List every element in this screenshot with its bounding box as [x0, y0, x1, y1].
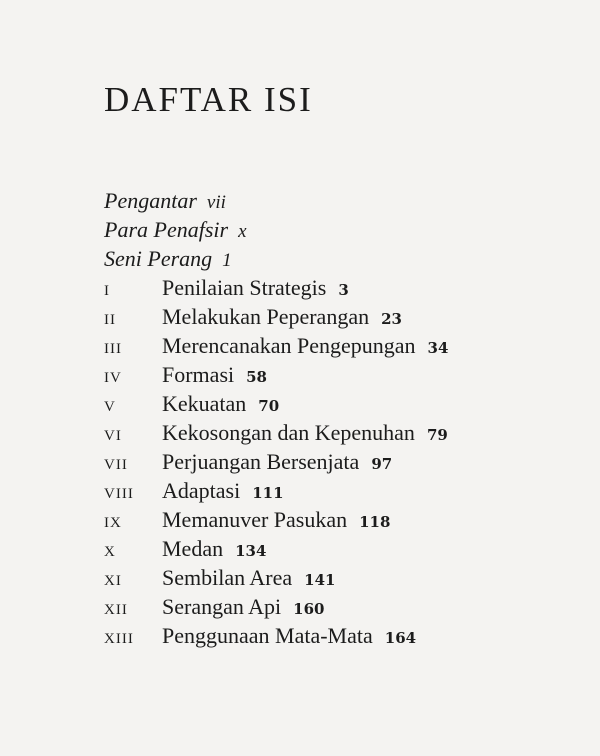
chapter-title: Adaptasi — [162, 478, 241, 503]
chapter-page: 3 — [338, 281, 349, 299]
chapter-page: 23 — [381, 310, 402, 328]
chapter-number: V — [104, 399, 116, 415]
chapter-page: 164 — [384, 629, 417, 647]
chapter-entry — [104, 534, 574, 563]
chapter-entry — [104, 592, 574, 621]
chapter-number: XII — [104, 602, 128, 618]
chapter-title: Perjuangan Bersenjata — [162, 449, 360, 474]
chapter-number: IV — [104, 370, 122, 386]
chapter-title: Kekosongan dan Kepenuhan — [162, 420, 415, 445]
chapter-number: III — [104, 341, 122, 357]
chapter-entry — [104, 273, 574, 302]
front-matter-page: 1 — [222, 250, 232, 271]
chapter-page: 34 — [427, 339, 449, 357]
chapter-entry — [104, 418, 574, 447]
chapter-title: Penggunaan Mata-Mata — [162, 623, 373, 648]
front-matter-title: Seni Perang — [104, 246, 213, 271]
chapter-entry — [104, 331, 574, 360]
chapter-title: Melakukan Peperangan — [162, 304, 370, 329]
front-matter-page: x — [238, 221, 247, 242]
front-matter-item — [104, 215, 574, 244]
chapter-title: Serangan Api — [162, 594, 282, 619]
chapter-title: Sembilan Area — [162, 565, 293, 590]
chapter-number: VII — [104, 457, 128, 473]
chapter-entry — [104, 302, 574, 331]
front-matter-item — [104, 186, 574, 215]
chapter-page: 141 — [304, 571, 336, 589]
front-matter-title: Para Penafsir — [104, 217, 229, 242]
table-of-contents — [104, 186, 574, 650]
chapter-number: IX — [104, 515, 122, 531]
chapter-page: 70 — [258, 397, 280, 415]
chapter-title: Kekuatan — [162, 391, 247, 416]
chapter-page: 134 — [235, 542, 267, 560]
chapter-title: Memanuver Pasukan — [162, 507, 348, 532]
chapter-number: II — [104, 312, 116, 328]
chapter-entry — [104, 621, 574, 650]
chapter-page: 118 — [359, 513, 391, 531]
chapter-number: VIII — [104, 486, 134, 502]
chapter-page: 79 — [426, 426, 448, 444]
front-matter-title: Pengantar — [104, 188, 197, 213]
chapter-number: XIII — [104, 631, 134, 647]
chapter-entry — [104, 389, 574, 418]
chapter-number: XI — [104, 573, 122, 589]
chapter-title: Formasi — [162, 362, 235, 387]
chapter-number: I — [104, 283, 110, 299]
front-matter-item — [104, 244, 574, 273]
chapter-page: 58 — [246, 368, 267, 386]
page-title: DAFTAR ISI — [104, 80, 313, 119]
chapter-entry — [104, 563, 574, 592]
chapter-title: Merencanakan Pengepungan — [162, 333, 416, 358]
chapter-entry — [104, 447, 574, 476]
chapter-title: Penilaian Strategis — [162, 275, 327, 300]
front-matter-page: vii — [206, 192, 226, 213]
chapter-entry — [104, 476, 574, 505]
chapter-page: 111 — [252, 484, 284, 502]
chapter-entry — [104, 505, 574, 534]
chapter-page: 160 — [293, 600, 325, 618]
chapter-number: X — [104, 544, 116, 560]
chapter-title: Medan — [162, 536, 224, 561]
chapter-number: VI — [104, 428, 122, 444]
chapter-entry — [104, 360, 574, 389]
chapter-page: 97 — [371, 455, 393, 473]
